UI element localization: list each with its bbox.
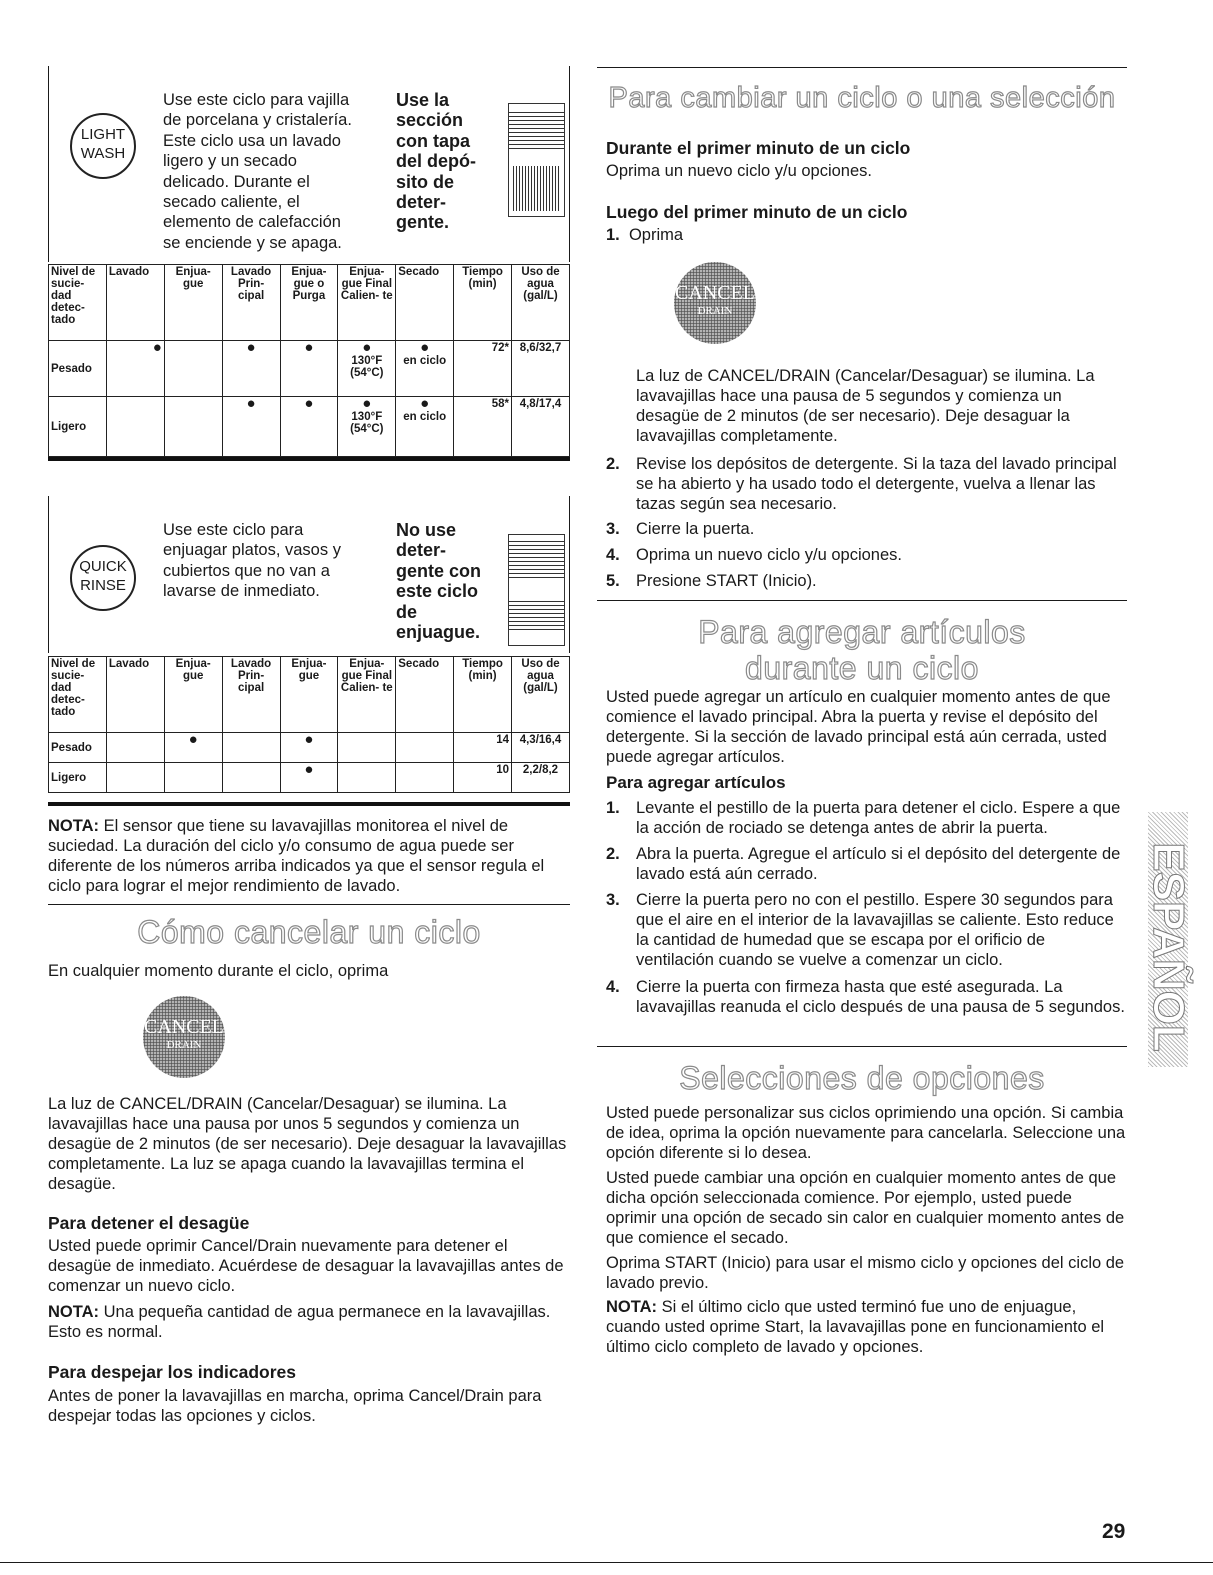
desc-line: elemento de calefacción <box>163 213 341 232</box>
knob-label-1: CANCEL <box>675 282 755 304</box>
add-step-4: 4. Cierre la puerta con firmeza hasta que esté asegurada. La lavavajillas reanuda el ciclo después de una pausa de 5 segundos. <box>606 978 1125 1016</box>
col-header: Tiempo (min) <box>454 265 512 341</box>
quick-rinse-note <box>396 520 506 642</box>
col-header: Tiempo (min) <box>454 657 512 733</box>
detergent-dispenser-icon <box>508 534 565 646</box>
col-header: Enjua- gue Final Calien- te <box>338 265 396 341</box>
dot-icon: ● <box>188 731 198 748</box>
col-header: Lavado Prin- cipal <box>222 265 280 341</box>
water-value: 2,2/8,2 <box>512 763 570 793</box>
col-header: Secado <box>396 657 454 733</box>
first-minute-text: Oprima un nuevo ciclo y/u opciones. <box>606 162 872 180</box>
dot-icon: ● <box>420 339 430 356</box>
dot-icon: ● <box>420 395 430 412</box>
col-header: Lavado <box>106 265 164 341</box>
add-items-heading <box>597 614 1127 686</box>
first-minute-title: Durante el primer minuto de un ciclo <box>606 138 911 158</box>
dot-icon: ● <box>362 339 372 356</box>
col-header: Enjua- gue <box>164 265 222 341</box>
step-text: Abra la puerta. Agregue el artículo si el depósito del detergente de lavado está aún cerrado. <box>636 845 1121 883</box>
heading-line-2: durante un ciclo <box>745 650 979 686</box>
dot-icon: ● <box>362 395 372 412</box>
change-step-3: 3. Cierre la puerta. <box>606 519 1126 539</box>
change-step-2: 2. Revise los depósitos de detergente. Si la taza del lavado principal se ha abierto y ha usado todo el detergente, vuelva a llenar las tazas según sea necesario. <box>606 454 1126 514</box>
dot-icon: ● <box>304 339 314 356</box>
nota-label: NOTA: <box>48 1303 100 1321</box>
nota-text: El sensor que tiene su lavavajillas monitorea el nivel de suciedad. La duración del ciclo y/o consumo de agua puede ser diferente de los números arriba indicados ya que el sensor regula el ciclo para lograr el mejor rendimiento de lavado. <box>48 817 545 895</box>
add-step-1: 1. Levante el pestillo de la puerta para detener el ciclo. Espere a que la acción de rociado se detenga antes de abrir la puerta. <box>606 798 1126 838</box>
heading-line-1: Para agregar artículos <box>698 614 1026 650</box>
desc-line: lavarse de inmediato. <box>163 582 320 601</box>
change-cycle-heading: Para cambiar un ciclo o una selección <box>608 82 1116 114</box>
add-step-2: 2. Abra la puerta. Agregue el artículo si el depósito del detergente de lavado está aún cerrado. <box>606 844 1126 884</box>
note-line: deter- <box>396 540 447 561</box>
options-p1: Usted puede personalizar sus ciclos oprimiendo una opción. Si cambia de idea, oprima la opción nuevamente para cancelarla. Seleccione una opción diferente si lo desea. <box>606 1104 1126 1162</box>
water-value: 4,3/16,4 <box>512 733 570 763</box>
dot-icon: ● <box>152 339 162 356</box>
table-bottom-rule <box>48 457 570 461</box>
desc-line: cubiertos que no van a <box>163 561 330 580</box>
nota-text: Si el último ciclo que usted terminó fue uno de enjuague, cuando usted oprime Start, la lavavajillas pone en funcionamiento el último ciclo completo de lavado y opciones. <box>606 1298 1105 1356</box>
add-intro: Usted puede agregar un artículo en cualquier momento antes de que comience el lavado principal. Abra la puerta y revise el depósito del detergente. Si la sección de lavado principal está aún cerrada, usted puede agregar artículos. <box>606 688 1111 766</box>
desc-line: delicado. Durante el <box>163 172 310 191</box>
dot-icon: ● <box>246 339 256 356</box>
col-header: Secado <box>396 265 454 341</box>
cancel-drain-button-icon <box>674 262 756 344</box>
step-text: Revise los depósitos de detergente. Si la taza del lavado principal se ha abierto y ha usado todo el detergente, vuelva a llenar las tazas según sea necesario. <box>636 455 1117 513</box>
badge-line-1: LIGHT <box>80 126 126 143</box>
note-line: gente. <box>396 212 450 233</box>
time-value: 58* <box>454 397 512 457</box>
cancel-after: La luz de CANCEL/DRAIN (Cancelar/Desaguar) se ilumina. La lavavajillas hace una pausa por unos 5 segundos y comienza un desagüe de 2 minutos (de ser necesario). Deje desaguar la lavavajillas completamente. La luz se apaga cuando la lavavajillas termina el desagüe. <box>48 1095 567 1193</box>
step-text: Oprima un nuevo ciclo y/u opciones. <box>636 546 902 564</box>
light-wash-badge <box>70 113 136 179</box>
time-value: 14 <box>454 733 512 763</box>
light-wash-table <box>48 264 570 457</box>
step-text: Oprima <box>628 226 684 244</box>
water-value: 4,8/17,4 <box>512 397 570 457</box>
add-items-title: Para agregar artículos <box>606 773 786 792</box>
nota-sensor <box>48 816 570 896</box>
note-line: este ciclo <box>396 581 479 602</box>
change-step-4: 4. Oprima un nuevo ciclo y/u opciones. <box>606 545 1126 565</box>
change-step-1: 1. Oprima <box>606 226 684 244</box>
col-header: Uso de agua (gal/L) <box>512 265 570 341</box>
table-row <box>49 341 570 397</box>
page-number: 29 <box>1102 1520 1126 1543</box>
dot-icon: ● <box>304 761 314 778</box>
note-line: enjuague. <box>396 622 481 643</box>
desc-line: ligero y un secado <box>163 152 297 171</box>
temp-value: 130°F (54°C) <box>350 411 384 435</box>
detergent-dispenser-icon <box>508 103 565 217</box>
desc-line: secado caliente, el <box>163 193 300 212</box>
desc-line: Este ciclo usa un lavado <box>163 131 341 150</box>
row-label: Pesado <box>49 733 107 763</box>
desc-line: Use este ciclo para <box>163 521 304 539</box>
table-bottom-rule <box>48 802 570 806</box>
clear-indicators-text: Antes de poner la lavavajillas en marcha, oprima Cancel/Drain para despejar todas las opciones y ciclos. <box>48 1387 542 1425</box>
options-heading: Selecciones de opciones <box>679 1060 1045 1096</box>
note-line: Use la <box>396 90 450 110</box>
nota-label: NOTA: <box>606 1298 658 1316</box>
col-header: Uso de agua (gal/L) <box>512 657 570 733</box>
knob-label-1: CANCEL <box>144 1016 224 1038</box>
knob-label-2: DRAIN <box>166 1039 202 1051</box>
col-header: Lavado Prin- cipal <box>222 657 280 733</box>
options-p2: Usted puede cambiar una opción en cualquier momento antes de que dicha opción seleccionada comience. Por ejemplo, usted puede oprimir una opción de secado sin calor en cualquier momento antes de que comience el secado. <box>606 1169 1125 1247</box>
light-wash-note <box>396 90 496 233</box>
col-header: Enjua- gue Final Calien- te <box>338 657 396 733</box>
add-step-3: 3. Cierre la puerta pero no con el pestillo. Espere 30 segundos para que el aire en el interior de la lavavajillas se caliente. Esto reduce la cantidad de humedad que se escapa por el orificio de ventilación cuando se vuelve a comenzar un ciclo. <box>606 890 1126 970</box>
desc-line: de porcelana y cristalería. <box>163 111 352 130</box>
options-nota <box>606 1297 1126 1357</box>
cancel-drain-button-icon <box>143 996 225 1078</box>
col-header: Nivel de sucie- dad detec- tado <box>49 265 107 341</box>
col-header: Enjua- gue <box>164 657 222 733</box>
cancel-heading: Cómo cancelar un ciclo <box>137 914 481 950</box>
time-value: 10 <box>454 763 512 793</box>
col-header: Enjua- gue o Purga <box>280 265 338 341</box>
time-value: 72* <box>454 341 512 397</box>
col-header: Lavado <box>106 657 164 733</box>
row-label: Pesado <box>49 341 107 397</box>
change-step-5: 5. Presione START (Inicio). <box>606 571 1126 591</box>
clear-indicators-title: Para despejar los indicadores <box>48 1362 297 1382</box>
cancel-nota <box>48 1302 570 1342</box>
step-text: Presione START (Inicio). <box>636 572 817 590</box>
options-p3: Oprima START (Inicio) para usar el mismo ciclo y opciones del ciclo de lavado previo. <box>606 1254 1125 1292</box>
table-row <box>49 733 570 763</box>
dry-value: en ciclo <box>403 355 447 367</box>
nota-label: NOTA: <box>48 817 100 835</box>
dry-value: en ciclo <box>403 411 447 423</box>
water-value: 8,6/32,7 <box>512 341 570 397</box>
desc-line: se enciende y se apaga. <box>163 233 342 252</box>
quick-rinse-badge <box>70 545 136 611</box>
table-row <box>49 397 570 457</box>
step-text: Cierre la puerta pero no con el pestillo. Espere 30 segundos para que el aire en el interior de la lavavajillas se caliente. Esto reduce la cantidad de humedad que se escapa por el orificio de ventilación cuando se vuelve a comenzar un ciclo. <box>636 891 1114 969</box>
desc-line: enjuagar platos, vasos y <box>163 541 341 560</box>
badge-line-2: WASH <box>80 145 126 162</box>
stop-drain-text: Usted puede oprimir Cancel/Drain nuevamente para detener el desagüe de inmediato. Acuérdese de desaguar la lavavajillas antes de comenzar un nuevo ciclo. <box>48 1237 564 1295</box>
table-row <box>49 763 570 793</box>
language-side-tab <box>1144 812 1193 1067</box>
after-minute-title: Luego del primer minuto de un ciclo <box>606 202 908 222</box>
note-line: de <box>396 601 418 622</box>
note-line: con tapa <box>396 130 471 151</box>
note-line: sito de <box>396 171 455 192</box>
note-line: deter- <box>396 192 447 213</box>
stop-drain-title: Para detener el desagüe <box>48 1213 250 1233</box>
quick-rinse-table <box>48 656 570 793</box>
note-line: gente con <box>396 560 482 581</box>
dot-icon: ● <box>304 395 314 412</box>
dot-icon: ● <box>246 395 256 412</box>
badge-line-2: RINSE <box>80 577 126 594</box>
row-label: Ligero <box>49 763 107 793</box>
side-tab-label: ESPAÑOL <box>1144 842 1193 1052</box>
step1-after: La luz de CANCEL/DRAIN (Cancelar/Desaguar) se ilumina. La lavavajillas hace una pausa de 5 segundos y comienza un desagüe de 2 minutos (de ser necesario). Deje desaguar la lavavajillas completamente. <box>636 367 1095 445</box>
col-header: Nivel de sucie- dad detec- tado <box>49 657 107 733</box>
note-line: sección <box>396 110 464 131</box>
step-text: Cierre la puerta. <box>636 520 755 538</box>
light-wash-description <box>163 90 393 253</box>
note-line: del depó- <box>396 151 476 172</box>
note-line: No use <box>396 520 457 540</box>
dot-icon: ● <box>304 731 314 748</box>
temp-value: 130°F (54°C) <box>350 355 384 379</box>
col-header: Enjua- gue <box>280 657 338 733</box>
quick-rinse-description <box>163 520 393 602</box>
step-text: Cierre la puerta con firmeza hasta que esté asegurada. La lavavajillas reanuda el ciclo después de una pausa de 5 segundos. <box>636 978 1125 1016</box>
step-text: Levante el pestillo de la puerta para detener el ciclo. Espere a que la acción de rociado se detenga antes de abrir la puerta. <box>636 799 1121 837</box>
knob-label-2: DRAIN <box>697 305 733 317</box>
desc-line: Use este ciclo para vajilla <box>163 91 350 109</box>
nota-text: Una pequeña cantidad de agua permanece en la lavavajillas. Esto es normal. <box>48 1303 551 1341</box>
cancel-intro: En cualquier momento durante el ciclo, oprima <box>48 962 389 980</box>
row-label: Ligero <box>49 397 107 457</box>
badge-line-1: QUICK <box>79 558 127 575</box>
